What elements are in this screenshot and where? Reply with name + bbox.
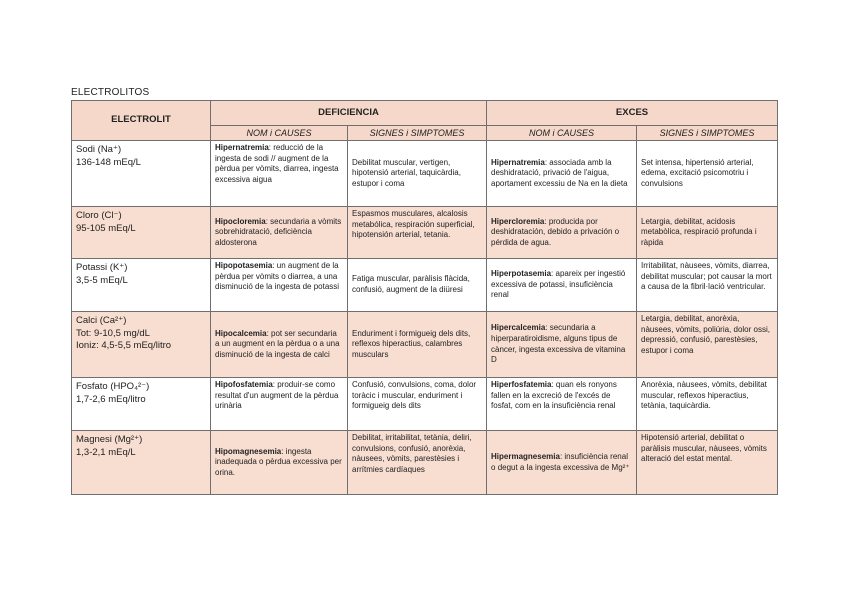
electrolit-cell [72,141,211,207]
table-row-potassi [72,259,778,312]
deficiency-signs: Fatiga muscular, paràlisis flàcida, confusió, augment de la diüresi [348,259,487,312]
excess-signs: Letargia, debilitat, acidosis metabòlica, respiració profunda i ràpida [637,207,778,259]
deficiency-causes-cell [211,431,348,495]
subheader-def-signes: SIGNES i SIMPTOMES [348,126,487,141]
deficiency-term: Hipomagnesemia [215,446,282,456]
header-deficiencia: DEFICIENCIA [211,101,487,126]
excess-signs: Hipotensió arterial, debilitat o paràlisis muscular, nàusees, vòmits alteració del estat mental. [637,431,778,495]
electrolit-cell [72,431,211,495]
electrolit-range: 1,7-2,6 mEq/litro [76,393,146,405]
deficiency-term: Hipocloremia [215,216,266,226]
deficiency-signs: Confusió, convulsions, coma, dolor toràcic i muscular, enduriment i formigueig dels dits [348,378,487,431]
electrolit-name: Cloro (Cl⁻) [76,210,122,221]
excess-causes: : associada amb la deshidratació, privació de l'aigua, aportament excessiu de Na en la dieta [491,157,628,188]
electrolit-cell [72,207,211,259]
deficiency-signs: Debilitat muscular, vertigen, hipotensió arterial, taquicàrdia, estupor i coma [348,141,487,207]
excess-causes: : apareix per ingestió excessiva de potassi, insuficiència renal [491,269,626,300]
deficiency-causes: : pot ser secundaria a un augment en la pèrdua o a una disminució de la ingesta de calci [215,328,340,359]
excess-term: Hipercloremia [491,216,545,226]
subheader-def-nom-causes: NOM i CAUSES [211,126,348,141]
deficiency-signs: Debilitat, irritabilitat, tetània, deliri, convulsions, confusió, anorèxia, nàusees, vòmits, parestèsies i arrítmies cardíaques [348,431,487,495]
table-row-fosfato [72,378,778,431]
deficiency-causes-cell [211,141,348,207]
header-electrolit: ELECTROLIT [72,101,211,141]
deficiency-causes: : produir-se como resultat d'un augment de la pèrdua urinària [215,380,339,411]
deficiency-causes-cell [211,312,348,378]
deficiency-causes-cell [211,259,348,312]
excess-causes-cell [487,312,637,378]
electrolit-cell [72,259,211,312]
excess-causes: : quan els ronyons fallen en la excreció de l'excés de fosfat, com en la insuficiència renal [491,380,617,411]
excess-causes-cell [487,141,637,207]
electrolit-name: Fosfato (HPO₄²⁻) [76,381,150,392]
deficiency-term: Hipocalcemia [215,328,267,338]
excess-causes: : producida por deshidratación, debido a privación o pérdida de agua. [491,216,620,247]
table-row-magnesi [72,431,778,495]
electrolit-cell [72,312,211,378]
excess-causes: : secundaria a hiperparatiroidisme, alguns tipus de càncer, ingesta excessiva de vitamina D [491,323,626,365]
deficiency-causes-cell [211,207,348,259]
electrolit-name: Sodi (Na⁺) [76,144,122,155]
deficiency-term: Hipofosfatemia [215,380,273,389]
excess-signs: Set intensa, hipertensió arterial, edema, excitació psicomotriu i convulsions [637,141,778,207]
deficiency-causes-cell [211,378,348,431]
table-row-calci [72,312,778,378]
excess-term: Hiperfosfatemia [491,380,552,389]
excess-signs: Anorèxia, nàusees, vòmits, debilitat muscular, reflexos hiperactius, tetània, taquicàrdia. [637,378,778,431]
subheader-exc-nom-causes: NOM i CAUSES [487,126,637,141]
deficiency-causes: : secundaria a vòmits sobrehidratació, deficiència aldosterona [215,216,342,247]
electrolit-range: 95-105 mEq/L [76,222,136,234]
electrolit-cell [72,378,211,431]
excess-term: Hipermagnesemia [491,451,560,461]
excess-causes-cell [487,207,637,259]
deficiency-causes: : ingesta inadequada o pèrdua excessiva per orina. [215,446,342,477]
excess-term: Hiperpotasemia [491,269,552,279]
deficiency-signs: Espasmos musculares, alcalosis metabólica, respiración superficial, hipotensión arterial, tetania. [348,207,487,259]
excess-term: Hipercalcemia [491,323,546,333]
subheader-exc-signes: SIGNES i SIMPTOMES [637,126,778,141]
excess-term: Hipernatremia [491,157,545,167]
electrolit-range: 136-148 mEq/L [76,156,141,168]
excess-causes-cell [487,259,637,312]
electrolit-name: Potassi (K⁺) [76,262,128,273]
deficiency-signs: Enduriment i formigueig dels dits, reflexos hiperactius, calambres musculars [348,312,487,378]
deficiency-causes: : reducció de la ingesta de sodi // augment de la pèrdua per vòmits, diarrea, ingesta excessiva aigua [215,143,339,184]
excess-signs: Letargia, debilitat, anorèxia, nàusees, vòmits, poliúria, dolor ossi, depressió, confusió, parestèsies, estupor i coma [637,312,778,378]
electrolytes-table [71,100,778,495]
electrolit-name: Magnesi (Mg²⁺) [76,434,143,445]
table-row-cloro [72,207,778,259]
excess-causes-cell [487,431,637,495]
header-exces: EXCES [487,101,778,126]
deficiency-causes: : un augment de la pèrdua per vòmits o diarrea, a una disminució de la ingesta de potassi [215,261,340,292]
excess-causes: : insuficiència renal o degut a la ingesta excessiva de Mg²⁺ [491,451,630,472]
electrolit-range: 1,3-2,1 mEq/L [76,446,136,458]
electrolit-name: Calci (Ca²⁺) [76,315,127,326]
electrolit-range-ionized: Ioniz: 4,5-5,5 mEq/litro [76,340,172,351]
excess-causes-cell [487,378,637,431]
excess-signs: Irritabilitat, nàusees, vòmits, diarrea, debilitat muscular; pot causar la mort a causa de la fibril·lació ventricular. [637,259,778,312]
table-row-sodi [72,141,778,207]
electrolit-range: Tot: 9-10,5 mg/dL [76,327,150,339]
electrolit-range: 3,5-5 mEq/L [76,274,128,286]
deficiency-term: Hipernatremia [215,143,269,152]
deficiency-term: Hipopotasemia [215,261,273,270]
document-title: ELECTROLITOS [71,87,150,98]
